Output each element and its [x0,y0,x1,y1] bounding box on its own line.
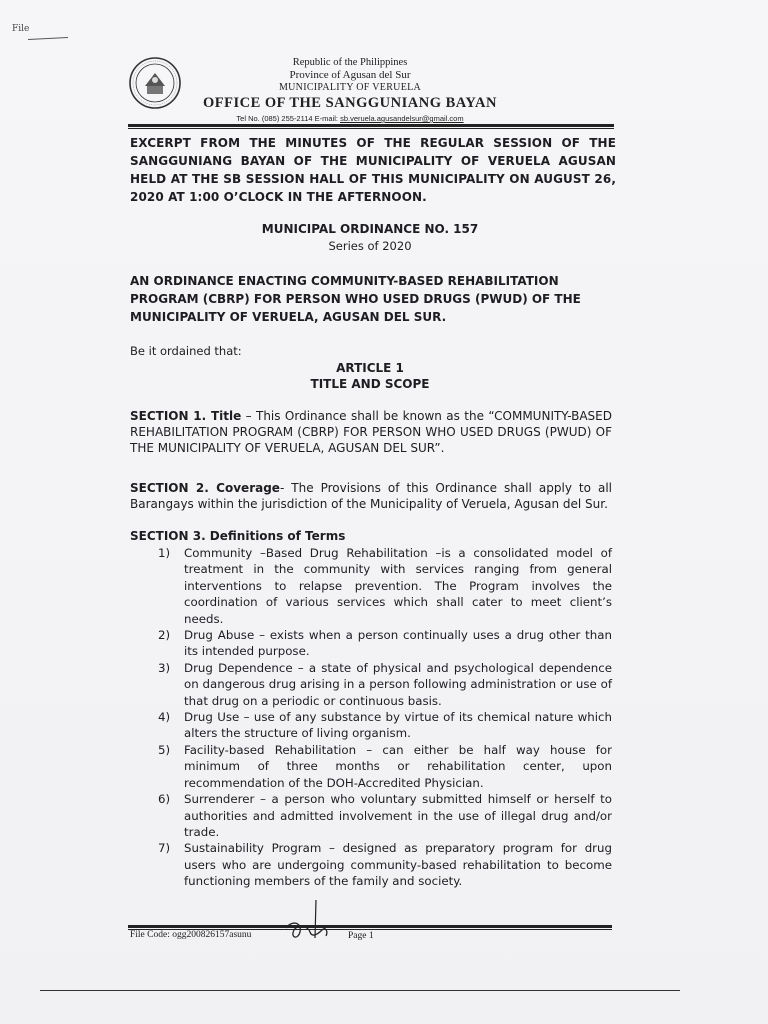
contact-email: sb.veruela.agusandelsur@gmail.com [340,114,464,123]
section-1 [130,408,612,456]
footer-rule [128,925,612,928]
letterhead-country: Republic of the Philippines [292,57,408,68]
section-3-heading: SECTION 3. Definitions of Terms [130,529,346,543]
letterhead-contact [190,114,510,124]
letterhead-office: OFFICE OF THE SANGGUNIANG BAYAN [202,95,497,111]
section-1-heading: SECTION 1. Title [130,409,242,423]
definition-item: 3) Drug Dependence – a state of physical and psychological dependence on dangerous drug arising in a person following administration or use of that drug on a periodic or continuous basis. [158,660,612,708]
definition-item: 6) Surrenderer – a person who voluntary submitted himself or herself to authorities and admitted involvement in the use of illegal drug and/or trade. [158,792,612,839]
ordinance-series: Series of 2020 [328,239,412,253]
letterhead-municipality: MUNICIPALITY OF VERUELA [278,82,422,93]
excerpt-heading: EXCERPT FROM THE MINUTES OF THE REGULAR SESSION OF THE SANGGUNIANG BAYAN OF THE MUNICIPALITY OF VERUELA AGUSAN HELD AT THE SB SESSION HALL OF THIS MUNICIPALITY ON AUGUST 26, 2020 AT 1:00 O’CLOCK IN THE AFTERNOON. [130,136,616,204]
definition-item: 2) Drug Abuse – exists when a person continually uses a drug other than its intended purpose. [158,628,612,659]
definitions-list [158,545,612,890]
definition-item: 7) Sustainability Program – designed as preparatory program for drug users who are undergoing community-based rehabilitation to become functioning members of the family and society. [158,841,612,889]
section-2 [130,480,612,512]
header-rule [128,124,614,127]
article-heading [130,360,610,392]
contact-phone: Tel No. (085) 255-2114 E-mail: [236,114,341,123]
section-2-text: - The Provisions of this Ordinance shall apply to all Barangays within the jurisdiction of the Municipality of Veruela, Agusan del Sur. [130,481,613,511]
definition-item: 5) Facility-based Rehabilitation – can either be half way house for minimum of three months or rehabilitation center, upon recommendation of the DOH-Accredited Physician. [158,742,612,790]
definition-item: 1) Community –Based Drug Rehabilitation –is a consolidated model of treatment in the community with services ranging from general interventions to relapse prevention. The Program involves the coordination of various services which shall cater to meet client’s needs. [158,546,612,626]
section-1-text: – This Ordinance shall be known as the “COMMUNITY-BASED REHABILITATION PROGRAM (CBRP) FOR PERSON WHO USED DRUGS (PWUD) OF THE MUNICIPALITY OF VERUELA, AGUSAN DEL SUR”. [130,409,612,455]
margin-note-underline [28,37,68,40]
letterhead-province: Province of Agusan del Sur [289,69,411,81]
article-number: ARTICLE 1 [336,361,404,375]
enacting-clause: Be it ordained that: [130,344,242,358]
header-rule-thin [128,128,614,129]
scan-edge-line [40,990,680,991]
ordinance-title: AN ORDINANCE ENACTING COMMUNITY-BASED REHABILITATION PROGRAM (CBRP) FOR PERSON WHO USED DRUGS (PWUD) OF THE MUNICIPALITY OF VERUELA, AGUSAN DEL SUR. [130,274,581,324]
section-2-heading: SECTION 2. Coverage [130,481,280,495]
page-number: Page 1 [348,931,374,941]
file-code: File Code: ogg200826157asunu [130,930,252,940]
article-title: TITLE AND SCOPE [310,377,430,391]
signature-icon [282,898,332,948]
definition-item: 4) Drug Use – use of any substance by virtue of its chemical nature which alters the structure of living organism. [158,710,612,741]
margin-note: File [12,24,30,34]
municipal-seal-icon [128,56,182,110]
ordinance-number: MUNICIPAL ORDINANCE NO. 157 [261,222,479,236]
letterhead [190,56,510,124]
